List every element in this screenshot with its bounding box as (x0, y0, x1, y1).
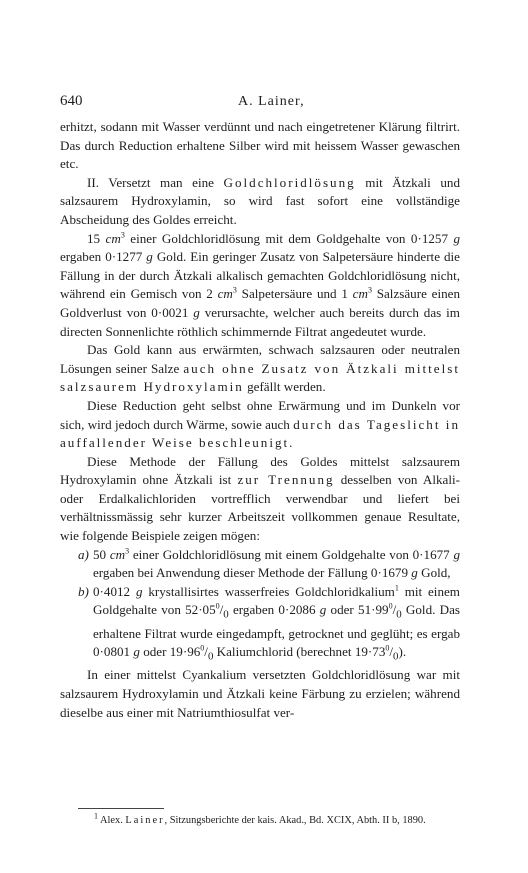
text-run: / (219, 602, 224, 618)
text-run: erhitzt, sodann mit Wasser verdünnt und nach eingetretener Klärung filtrirt. Das durch Reduction erhaltene Silber wird mit heissem Wasser gewaschen etc. (60, 119, 460, 172)
paragraph-p6 (60, 453, 460, 546)
italic-text: g (453, 230, 460, 246)
body-text (60, 118, 460, 722)
text-run: ). (398, 644, 407, 660)
text-run: Kaliumchlorid (berechnet 19·73 (213, 644, 386, 660)
paragraph-p2 (60, 174, 460, 230)
italic-text: cm (217, 286, 233, 302)
footnote (78, 811, 460, 829)
subscript: 0 (207, 650, 214, 663)
superscript: 0 (215, 602, 220, 612)
text-run: Gold, (417, 565, 451, 581)
page-header (60, 93, 460, 113)
footnote-text (78, 811, 460, 829)
text-run: einer Goldchloridlösung mit dem Goldgehalte von 0·1257 (124, 230, 454, 246)
text-run: ergaben 0·2086 (228, 602, 320, 618)
text-run: Salzsäure einen Goldverlust von 0·0021 (60, 286, 460, 320)
text-run: In einer mittelst Cyankalium versetzten Goldchloridlösung war mit salzsaurem Hydroxylamin und Ätzkali keine Färbung zu erzielen; während dieselbe aus einer mit Natriumthiosulfat ver- (60, 667, 460, 720)
superscript: 3 (125, 546, 130, 556)
text-run: , Sitzungsberichte der kais. Akad., Bd. XCIX, Abth. II b, 1890. (164, 815, 426, 826)
spaced-text: auch ohne Zusatz von Ätzkali mittelst salzsaurem Hydroxylamin (60, 360, 460, 395)
italic-text: g (319, 602, 327, 618)
running-head: A. Lainer, (238, 94, 305, 109)
italic-text: g (193, 304, 200, 320)
superscript: 1 (94, 811, 98, 821)
italic-text: g (133, 644, 140, 660)
subscript: 0 (396, 609, 402, 622)
superscript: 0 (388, 602, 393, 612)
paragraph-p7 (60, 666, 460, 722)
spaced-text: durch das Tageslicht in auffallender Weise beschleunigt. (60, 416, 460, 451)
text-run: / (389, 644, 394, 660)
text-run: ergaben 0·1277 (60, 249, 147, 265)
paragraphs (60, 118, 460, 546)
superscript: 0 (200, 643, 205, 653)
text-run: / (392, 602, 397, 618)
text-run: Gold. Das erhaltene Filtrat wurde eingedampft, getrocknet und geglüht; es ergab 0·0801 (93, 602, 460, 660)
closing-paragraph (60, 666, 460, 722)
superscript: 3 (367, 285, 372, 295)
superscript: 1 (394, 583, 399, 593)
subscript: 0 (223, 609, 229, 622)
superscript: 3 (232, 285, 237, 295)
example-list (60, 546, 460, 667)
paragraph-p3 (60, 230, 460, 342)
text-run: gefällt werden. (243, 379, 326, 395)
spaced-text: zur Trennung (237, 472, 335, 488)
text-run: / (204, 644, 208, 660)
text-run: desselben von Alkali- oder Erdalkalichloriden vortrefflich verwendbar und liefert bei verhältnissmässig sehr kurzer Arbeitszeit vollkommen genaue Resultate, wie folgende Beispiele zeigen mögen: (60, 472, 461, 544)
example-item-a (60, 546, 460, 583)
text-run: II. Versetzt man eine (87, 174, 224, 190)
text-run: einer Goldchloridlösung mit einem Goldgehalte von 0·1677 (129, 546, 454, 562)
text-run: krystallisirtes wasserfreies Goldchloridkalium (142, 583, 395, 599)
text-run: Salpetersäure und 1 (236, 286, 353, 302)
paragraph-p1 (60, 118, 460, 174)
spaced-text: Lainer (125, 815, 165, 826)
text-run: Das Gold kann aus erwärmten, schwach salzsauren oder neutralen Lösungen seiner Salze (60, 342, 460, 376)
text-run: 0·4012 (93, 583, 136, 599)
text-run: Diese Methode der Fällung des Goldes mittelst salzsaurem Hydroxylamin ohne Ätzkali ist (60, 453, 460, 488)
paragraph-p5 (60, 397, 460, 453)
italic-text: g (135, 583, 143, 599)
text-run: 15 (87, 230, 106, 246)
text-run: oder 19·96 (139, 644, 201, 660)
spaced-text: Goldchloridlösung (223, 174, 356, 190)
paragraph-p4 (60, 341, 460, 397)
text-run: mit einem Goldgehalte von 52·05 (93, 583, 460, 618)
text-run: 50 (93, 546, 110, 562)
text-run: mit Ätzkali und salzsaurem Hydroxylamin, so wird fast sofort eine vollständige Abscheidung des Goldes erreicht. (60, 174, 461, 227)
text-run: Diese Reduction geht selbst ohne Erwärmung und im Dunkeln vor sich, wird jedoch durch Wärme, sowie auch (60, 397, 460, 432)
superscript: 0 (385, 643, 390, 653)
page-number: 640 (60, 93, 83, 109)
subscript: 0 (393, 650, 399, 663)
italic-text: cm (109, 546, 126, 562)
text-run: Gold. Ein geringer Zusatz von Salpetersäure hinderte die Fällung in der durch Ätzkali alkalisch gemachten Goldchloridlösung nicht, während ein Gemisch von 2 (60, 249, 460, 302)
italic-text: g (453, 546, 461, 562)
text-run: verursachte, welcher auch bereits durch das im directen Sonnenlichte röthlich schimmernde Filtrat angedeutet wurde. (60, 304, 460, 339)
text-run: oder 51·99 (326, 602, 389, 618)
text-run: ergaben bei Anwendung dieser Methode der Fällung 0·1679 (93, 565, 412, 581)
text-run: Alex. (98, 815, 126, 826)
item-label: b) (78, 583, 89, 599)
italic-text: g (411, 565, 418, 581)
example-item-b (60, 583, 460, 667)
item-label: a) (78, 546, 89, 562)
superscript: 3 (120, 230, 125, 240)
italic-text: cm (352, 286, 368, 302)
italic-text: g (146, 249, 153, 265)
italic-text: cm (105, 230, 121, 246)
footnote-rule (78, 808, 164, 809)
